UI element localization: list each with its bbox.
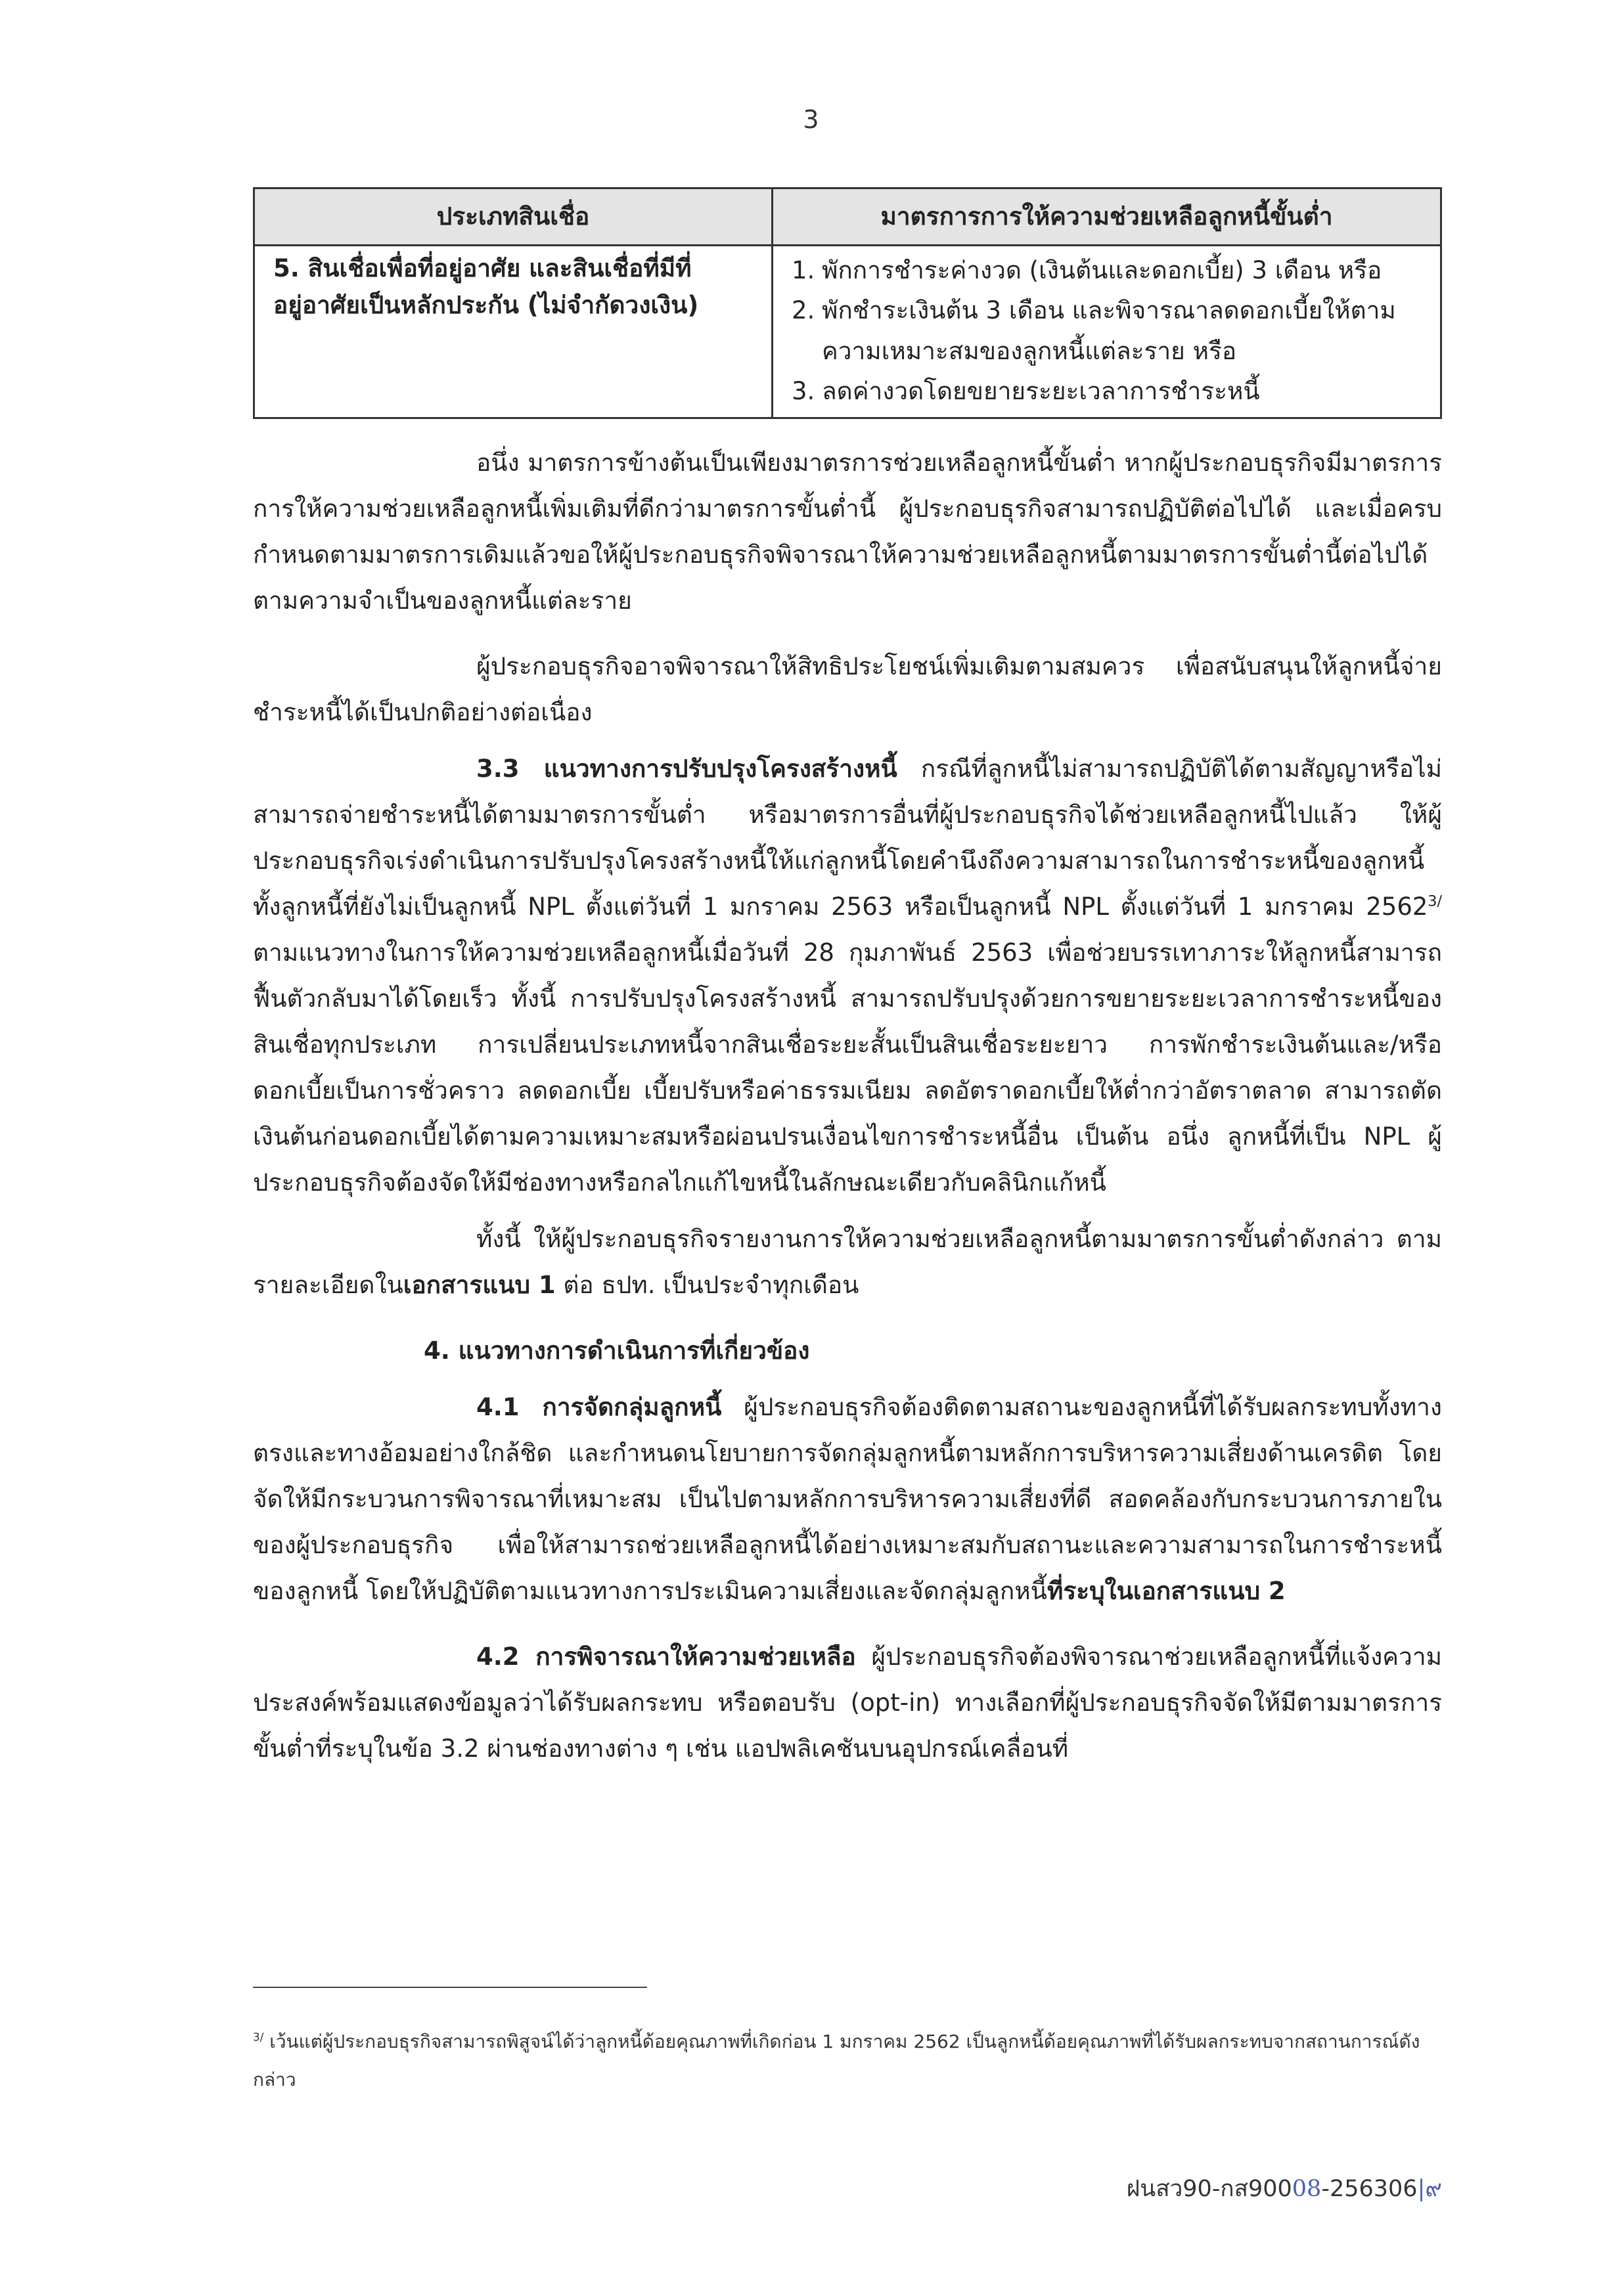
section-heading-3-3: 3.3 แนวทางการปรับปรุงโครงสร้างหนี้	[476, 755, 897, 783]
list-item-text: ลดค่างวดโดยขยายระยะเวลาการชำระหนี้	[822, 377, 1260, 406]
header-credit-type: ประเภทสินเชื่อ	[254, 188, 773, 246]
attachment-reference: ที่ระบุในเอกสารแนบ 2	[1047, 1577, 1286, 1605]
table-row	[254, 246, 1441, 418]
credit-type-line: 5. สินเชื่อเพื่อที่อยู่อาศัย และสินเชื่อที่มีที่	[273, 254, 692, 282]
paragraph-text: กรณีที่ลูกหนี้ไม่สามารถปฏิบัติได้ตามสัญญาหรือไม่สามารถจ่ายชำระหนี้ได้ตามมาตรการขั้นต่ำ หรือมาตรการอื่นที่ผู้ประกอบธุรกิจได้ช่วยเหลือลูกหนี้ไปแล้ว ให้ผู้ประกอบธุรกิจเร่งดำเนินการปรับปรุงโครงสร้างหนี้ให้แก่ลูกหนี้โดยคำนึงถึงความสามารถในการชำระหนี้ของลูกหนี้ ทั้งลูกหนี้ที่ยังไม่เป็นลูกหนี้ NPL ตั้งแต่วันที่ 1 มกราคม 2563 หรือเป็นลูกหนี้ NPL ตั้งแต่วันที่ 1 มกราคม 2562	[253, 755, 1442, 921]
section-heading-4: 4. แนวทางการดำเนินการที่เกี่ยวข้อง	[424, 1336, 810, 1365]
page-number: 3	[803, 105, 819, 134]
credit-type-line: อยู่อาศัยเป็นหลักประกัน (ไม่จำกัดวงเงิน)	[273, 290, 699, 319]
credit-measures-table	[253, 187, 1442, 419]
paragraph-assistance-consideration	[253, 1634, 1442, 1772]
list-item	[792, 290, 1422, 371]
table-header-row	[254, 188, 1441, 246]
document-body	[253, 440, 1442, 1772]
paragraph-text: ตามแนวทางในการให้ความช่วยเหลือลูกหนี้เมื่อวันที่ 28 กุมภาพันธ์ 2563 เพื่อช่วยบรรเทาภาระให้ลูกหนี้สามารถฟื้นตัวกลับมาได้โดยเร็ว ทั้งนี้ การปรับปรุงโครงสร้างหนี้ สามารถปรับปรุงด้วยการขยายระยะเวลาการชำระหนี้ของสินเชื่อทุกประเภท การเปลี่ยนประเภทหนี้จากสินเชื่อระยะสั้นเป็นสินเชื่อระยะยาว การพักชำระเงินต้นและ/หรือดอกเบี้ยเป็นการชั่วคราว ลดดอกเบี้ย เบี้ยปรับหรือค่าธรรมเนียม ลดอัตราดอกเบี้ยให้ต่ำกว่าอัตราตลาด สามารถตัดเงินต้นก่อนดอกเบี้ยได้ตามความเหมาะสมหรือผ่อนปรนเงื่อนไขการชำระหนี้อื่น เป็นต้น อนึ่ง ลูกหนี้ที่เป็น NPL ผู้ประกอบธุรกิจต้องจัดให้มีช่องทางหรือกลไกแก้ไขหนี้ในลักษณะเดียวกับคลินิกแก้หนี้	[253, 938, 1442, 1197]
list-item-text: พักชำระเงินต้น 3 เดือน และพิจารณาลดดอกเบี้ยให้ตามความเหมาะสมของลูกหนี้แต่ละราย หรือ	[822, 296, 1396, 365]
paragraph-debtor-grouping	[253, 1384, 1442, 1614]
list-item-number: 3.	[792, 377, 815, 406]
header-minimum-measures: มาตรการการให้ความช่วยเหลือลูกหนี้ขั้นต่ำ	[773, 188, 1441, 246]
section-heading-4-1: 4.1 การจัดกลุ่มลูกหนี้	[476, 1393, 722, 1421]
list-item-text: พักการชำระค่างวด (เงินต้นและดอกเบี้ย) 3 เดือน หรือ	[822, 256, 1382, 284]
footnote-text: เว้นแต่ผู้ประกอบธุรกิจสามารถพิสูจน์ได้ว่าลูกหนี้ด้อยคุณภาพที่เกิดก่อน 1 มกราคม 2562 เป็นลูกหนี้ด้อยคุณภาพที่ได้รับผลกระทบจากสถานการณ์ดังกล่าว	[253, 2031, 1420, 2090]
paragraph-reporting	[253, 1216, 1442, 1308]
paragraph-text: ต่อ ธปท. เป็นประจำทุกเดือน	[555, 1271, 859, 1299]
footnote-divider	[253, 1987, 647, 1988]
paragraph-text: ทั้งนี้ ให้ผู้ประกอบธุรกิจรายงานการให้ความช่วยเหลือลูกหนี้ตามมาตรการขั้นต่ำดังกล่าว ตามรายละเอียดใน	[253, 1225, 1442, 1299]
attachment-reference: เอกสารแนบ 1	[403, 1271, 556, 1299]
list-item-number: 1.	[792, 256, 815, 284]
footnote	[253, 2023, 1442, 2099]
credit-type-cell	[254, 246, 773, 418]
paragraph-text: ผู้ประกอบธุรกิจต้องติดตามสถานะของลูกหนี้ที่ได้รับผลกระทบทั้งทางตรงและทางอ้อมอย่างใกล้ชิด และกำหนดนโยบายการจัดกลุ่มลูกหนี้ตามหลักการบริหารความเสี่ยงด้านเครดิต โดยจัดให้มีกระบวนการพิจารณาที่เหมาะสม เป็นไปตามหลักการบริหารความเสี่ยงที่ดี สอดคล้องกับกระบวนการภายในของผู้ประกอบธุรกิจ เพื่อให้สามารถช่วยเหลือลูกหนี้ได้อย่างเหมาะสมกับสถานะและความสามารถในการชำระหนี้ของลูกหนี้ โดยให้ปฏิบัติตามแนวทางการประเมินความเสี่ยงและจัดกลุ่มลูกหนี้	[253, 1393, 1442, 1605]
handwritten-mark: 08	[1292, 2176, 1322, 2202]
paragraph-additional-benefits: ผู้ประกอบธุรกิจอาจพิจารณาให้สิทธิประโยชน์เพิ่มเติมตามสมควร เพื่อสนับสนุนให้ลูกหนี้จ่ายชำระหนี้ได้เป็นปกติอย่างต่อเนื่อง	[253, 652, 1442, 726]
list-item	[792, 371, 1422, 411]
document-reference-code	[1012, 2171, 1442, 2207]
doc-code-number: -256306	[1321, 2176, 1418, 2202]
paragraph-text: ผู้ประกอบธุรกิจต้องพิจารณาช่วยเหลือลูกหนี้ที่แจ้งความประสงค์พร้อมแสดงข้อมูลว่าได้รับผลกระทบ หรือตอบรับ (opt-in) ทางเลือกที่ผู้ประกอบธุรกิจจัดให้มีตามมาตรการขั้นต่ำที่ระบุในข้อ 3.2 ผ่านช่องทางต่าง ๆ เช่น แอปพลิเคชันบนอุปกรณ์เคลื่อนที่	[253, 1643, 1442, 1763]
handwritten-page-mark: |๙	[1417, 2176, 1442, 2202]
list-item	[792, 250, 1422, 290]
measures-cell	[773, 246, 1441, 418]
list-item-number: 2.	[792, 296, 815, 325]
section-heading-4-2: 4.2 การพิจารณาให้ความช่วยเหลือ	[476, 1643, 856, 1671]
footnote-reference: 3/	[1428, 893, 1442, 910]
doc-code-prefix: ฝนสว90-กส900	[1126, 2176, 1292, 2202]
measures-list	[792, 250, 1422, 412]
footnote-mark: 3/	[253, 2030, 264, 2044]
paragraph-debt-restructuring	[253, 746, 1442, 1206]
paragraph-minimum-measures-note: อนึ่ง มาตรการข้างต้นเป็นเพียงมาตรการช่วยเหลือลูกหนี้ขั้นต่ำ หากผู้ประกอบธุรกิจมีมาตรการการให้ความช่วยเหลือลูกหนี้เพิ่มเติมที่ดีกว่ามาตรการขั้นต่ำนี้ ผู้ประกอบธุรกิจสามารถปฏิบัติต่อไปได้ และเมื่อครบกำหนดตามมาตรการเดิมแล้วขอให้ผู้ประกอบธุรกิจพิจารณาให้ความช่วยเหลือลูกหนี้ตามมาตรการขั้นต่ำนี้ต่อไปได้ตามความจำเป็นของลูกหนี้แต่ละราย	[253, 449, 1442, 615]
